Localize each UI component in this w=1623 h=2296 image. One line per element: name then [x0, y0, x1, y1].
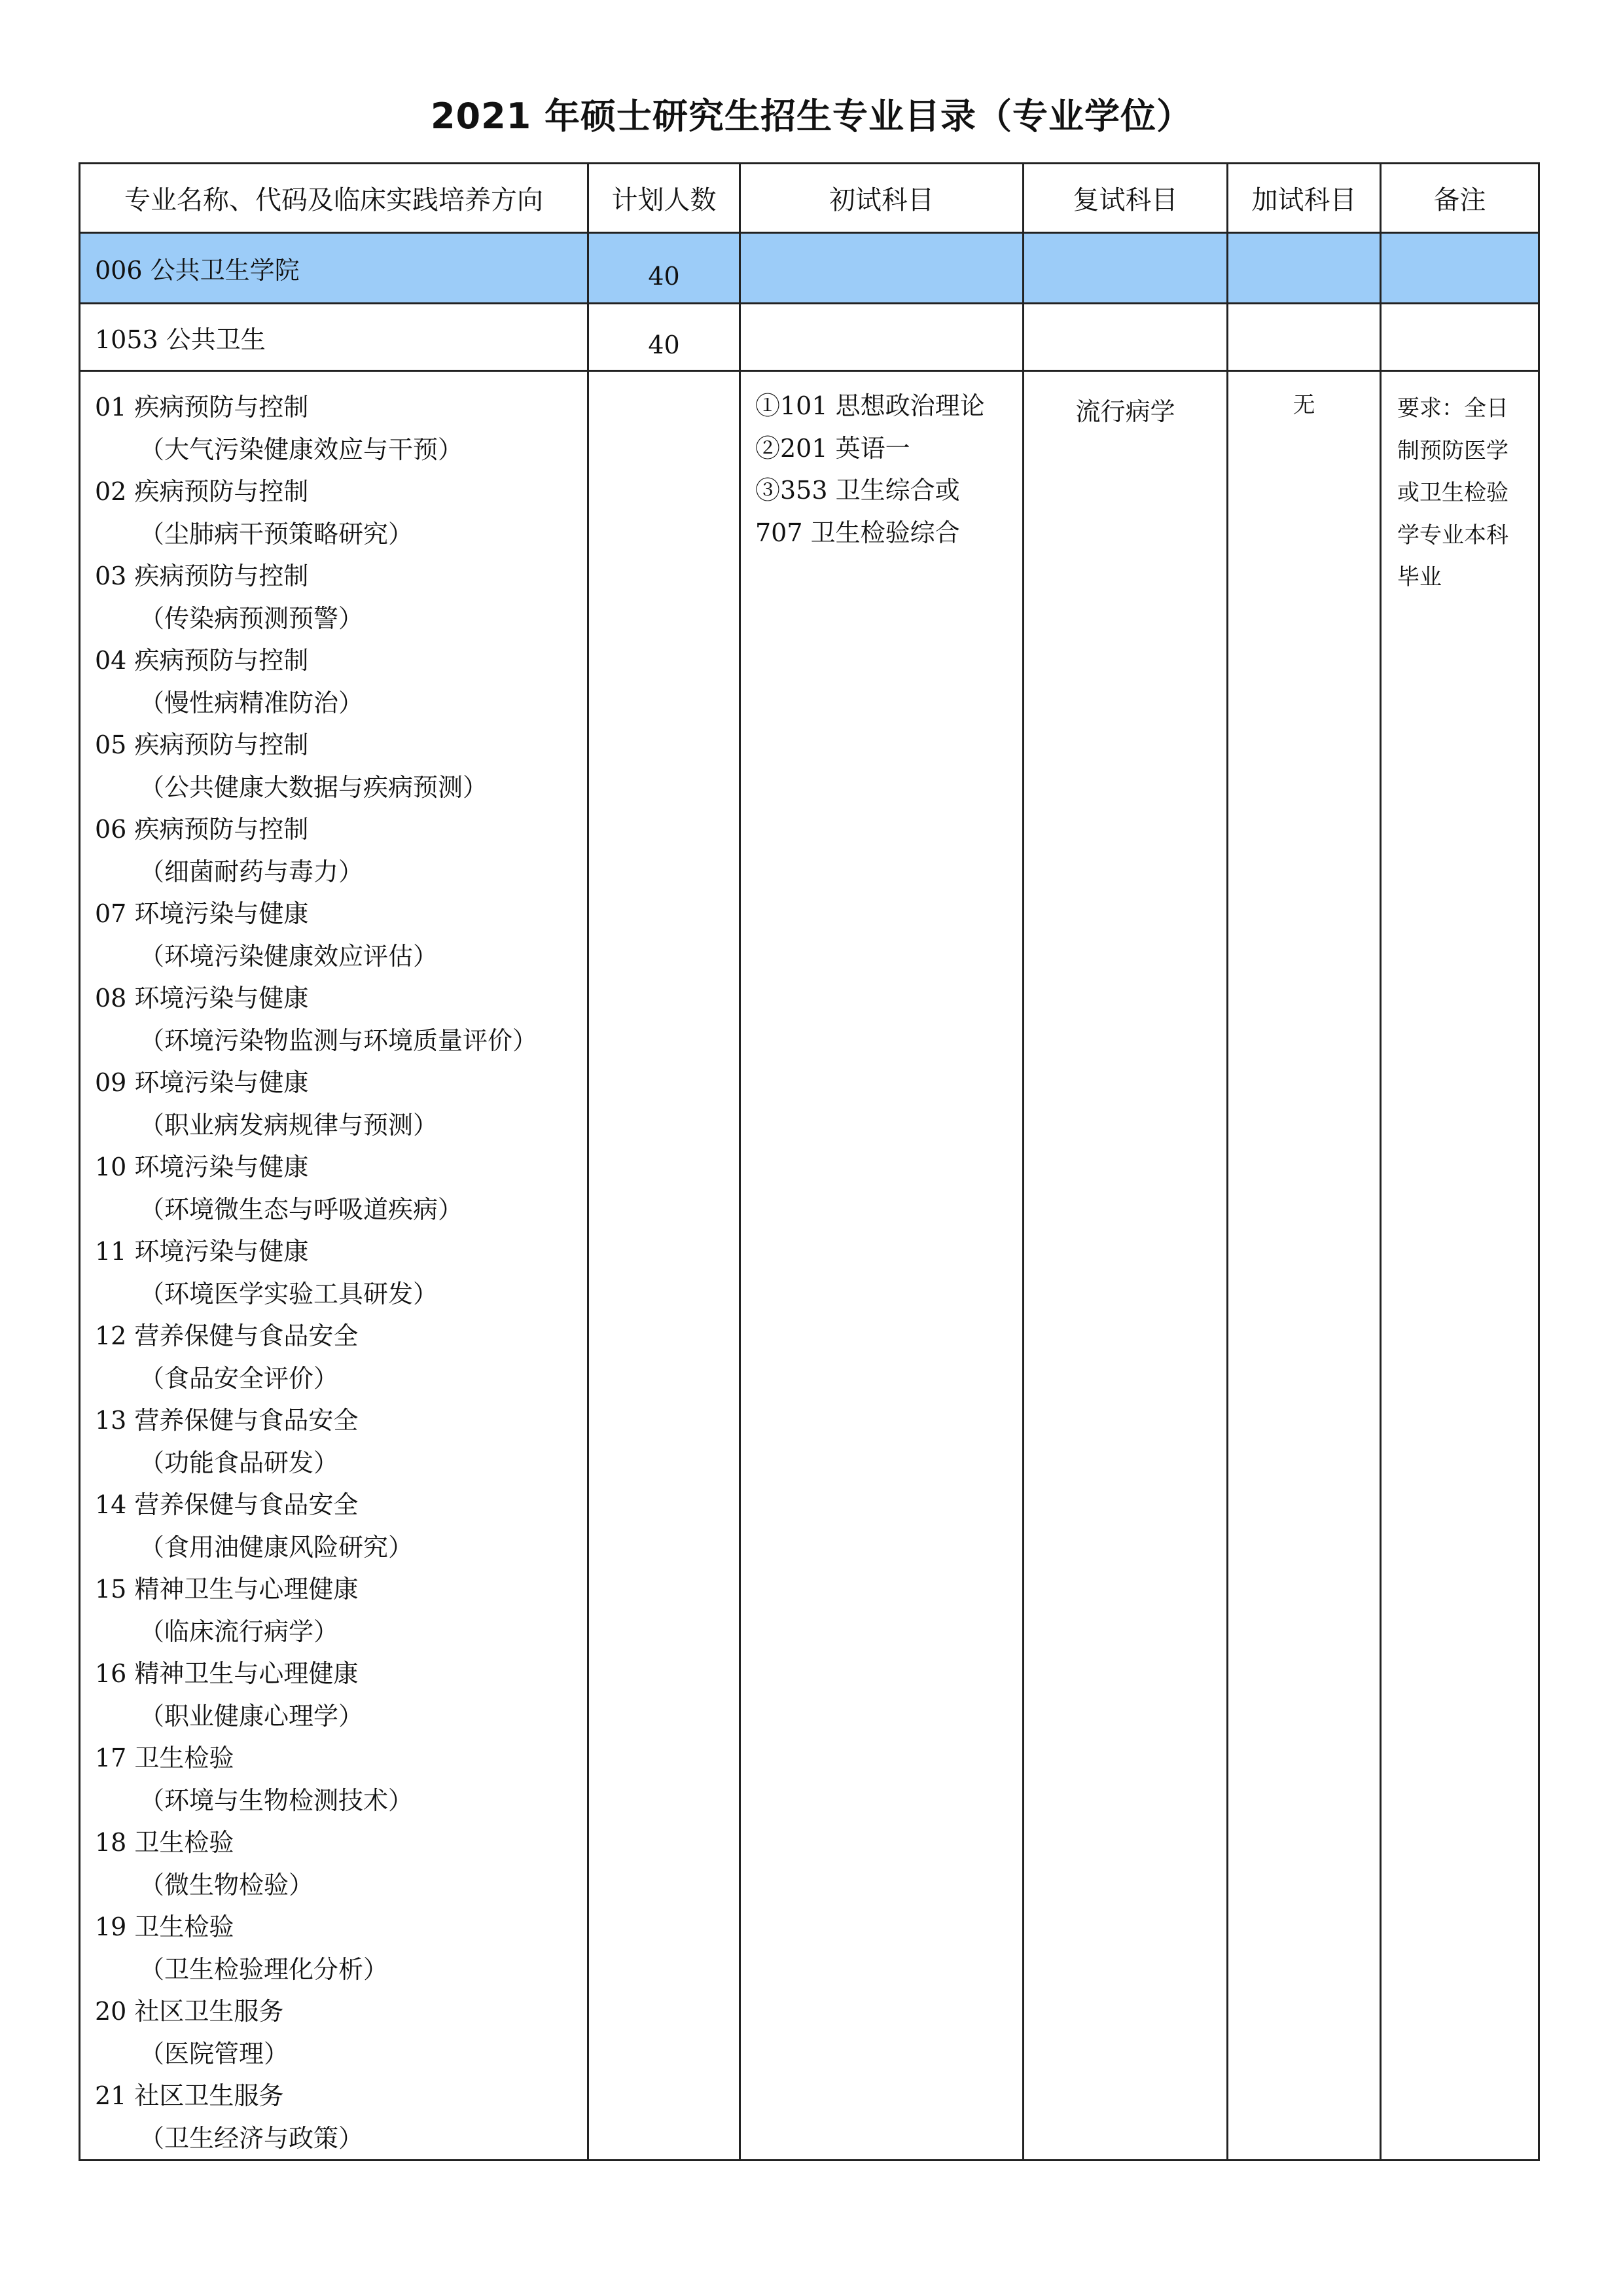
direction-subfield: （环境污染健康效应评估）: [139, 941, 438, 971]
direction-item: [95, 1230, 587, 1315]
direction-item: [95, 808, 587, 893]
direction-subfield: （环境污染物监测与环境质量评价）: [139, 1026, 538, 1055]
header-retest: 复试科目: [1024, 164, 1228, 233]
direction-item: [95, 1146, 587, 1230]
header-notes: 备注: [1381, 164, 1539, 233]
extra-exam-value: 无: [1293, 392, 1315, 418]
direction-code-name: 05 疾病预防与控制: [95, 730, 309, 759]
direction-code-name: 04 疾病预防与控制: [95, 646, 309, 675]
direction-subfield: （职业病发病规律与预测）: [139, 1110, 438, 1139]
direction-code-name: 18 卫生检验: [95, 1828, 234, 1857]
direction-code-name: 11 环境污染与健康: [95, 1237, 309, 1266]
direction-subfield: （细菌耐药与毒力）: [139, 857, 364, 886]
direction-code-name: 12 营养保健与食品安全: [95, 1321, 359, 1350]
direction-item: [95, 1653, 587, 1737]
retest-cell: [1024, 371, 1228, 2161]
direction-code-name: 06 疾病预防与控制: [95, 815, 309, 844]
direction-code-name: 02 疾病预防与控制: [95, 477, 309, 506]
direction-subfield: （慢性病精准防治）: [139, 688, 364, 717]
header-first-exam: 初试科目: [740, 164, 1024, 233]
school-row: [80, 233, 1539, 304]
retest-subject: 流行病学: [1075, 397, 1175, 426]
first-exam-item: ③353 卫生综合或: [755, 476, 960, 505]
catalog-table: [79, 162, 1540, 2161]
direction-item: [95, 471, 587, 555]
first-exam-item: 707 卫生检验综合: [755, 518, 960, 547]
note-line: 或卫生检验: [1397, 480, 1508, 506]
header-extra: 加试科目: [1228, 164, 1381, 233]
page-title: 2021 年硕士研究生招生专业目录（专业学位）: [430, 96, 1193, 137]
direction-item: [95, 386, 587, 471]
major-row: [80, 304, 1539, 371]
note-line: 学专业本科: [1397, 522, 1508, 548]
direction-item: [95, 1568, 587, 1653]
direction-item: [95, 1821, 587, 1906]
direction-code-name: 13 营养保健与食品安全: [95, 1406, 359, 1435]
first-exam-item: ②201 英语一: [755, 433, 910, 463]
direction-code-name: 01 疾病预防与控制: [95, 393, 309, 422]
direction-item: [95, 555, 587, 639]
direction-subfield: （功能食品研发）: [139, 1448, 339, 1477]
direction-item: [95, 639, 587, 724]
school-plan: 40: [588, 233, 740, 304]
note-line: 要求：全日: [1397, 395, 1508, 422]
header-row: [80, 164, 1539, 233]
direction-subfield: （临床流行病学）: [139, 1617, 339, 1646]
direction-code-name: 03 疾病预防与控制: [95, 562, 309, 590]
directions-cell: [80, 371, 588, 2161]
direction-subfield: （传染病预测预警）: [139, 603, 364, 633]
first-exam-cell: [740, 371, 1024, 2161]
direction-subfield: （环境与生物检测技术）: [139, 1785, 414, 1815]
direction-item: [95, 2075, 587, 2159]
directions-plan-cell: [588, 371, 740, 2161]
note-line: 毕业: [1397, 564, 1442, 590]
direction-item: [95, 1484, 587, 1568]
major-name: 1053 公共卫生: [80, 304, 588, 371]
first-exam-list: [741, 372, 1022, 554]
direction-subfield: （微生物检验）: [139, 1870, 314, 1899]
notes-cell: [1381, 371, 1539, 2161]
direction-subfield: （食用油健康风险研究）: [139, 1532, 414, 1562]
direction-item: [95, 977, 587, 1062]
direction-subfield: （尘肺病干预策略研究）: [139, 519, 414, 548]
direction-item: [95, 724, 587, 808]
direction-code-name: 09 环境污染与健康: [95, 1068, 309, 1097]
directions-row: [80, 371, 1539, 2161]
direction-code-name: 15 精神卫生与心理健康: [95, 1575, 359, 1604]
direction-subfield: （食品安全评价）: [139, 1363, 339, 1393]
direction-item: [95, 1399, 587, 1484]
direction-subfield: （卫生经济与政策）: [139, 2123, 364, 2153]
extra-exam-cell: [1228, 371, 1381, 2161]
direction-subfield: （职业健康心理学）: [139, 1701, 364, 1731]
direction-code-name: 07 环境污染与健康: [95, 899, 309, 928]
header-name: 专业名称、代码及临床实践培养方向: [80, 164, 588, 233]
direction-code-name: 19 卫生检验: [95, 1912, 234, 1941]
direction-subfield: （卫生检验理化分析）: [139, 1954, 389, 1984]
direction-code-name: 20 社区卫生服务: [95, 1997, 284, 2026]
direction-code-name: 16 精神卫生与心理健康: [95, 1659, 359, 1688]
direction-code-name: 17 卫生检验: [95, 1744, 234, 1772]
direction-item: [95, 1906, 587, 1990]
direction-code-name: 10 环境污染与健康: [95, 1153, 309, 1181]
direction-item: [95, 1990, 587, 2075]
direction-code-name: 08 环境污染与健康: [95, 984, 309, 1013]
direction-code-name: 21 社区卫生服务: [95, 2081, 284, 2110]
header-plan: 计划人数: [588, 164, 740, 233]
direction-subfield: （环境微生态与呼吸道疾病）: [139, 1194, 463, 1224]
major-plan: 40: [588, 304, 740, 371]
direction-subfield: （大气污染健康效应与干预）: [139, 435, 463, 464]
direction-item: [95, 1315, 587, 1399]
direction-subfield: （环境医学实验工具研发）: [139, 1279, 438, 1308]
notes-text: [1382, 372, 1538, 599]
school-name: 006 公共卫生学院: [80, 233, 588, 304]
direction-item: [95, 1737, 587, 1821]
direction-code-name: 14 营养保健与食品安全: [95, 1490, 359, 1519]
direction-subfield: （公共健康大数据与疾病预测）: [139, 772, 488, 802]
first-exam-item: ①101 思想政治理论: [755, 391, 985, 420]
direction-subfield: （医院管理）: [139, 2039, 289, 2068]
direction-item: [95, 893, 587, 977]
note-line: 制预防医学: [1397, 437, 1508, 464]
direction-list: [80, 372, 587, 2159]
direction-item: [95, 1062, 587, 1146]
